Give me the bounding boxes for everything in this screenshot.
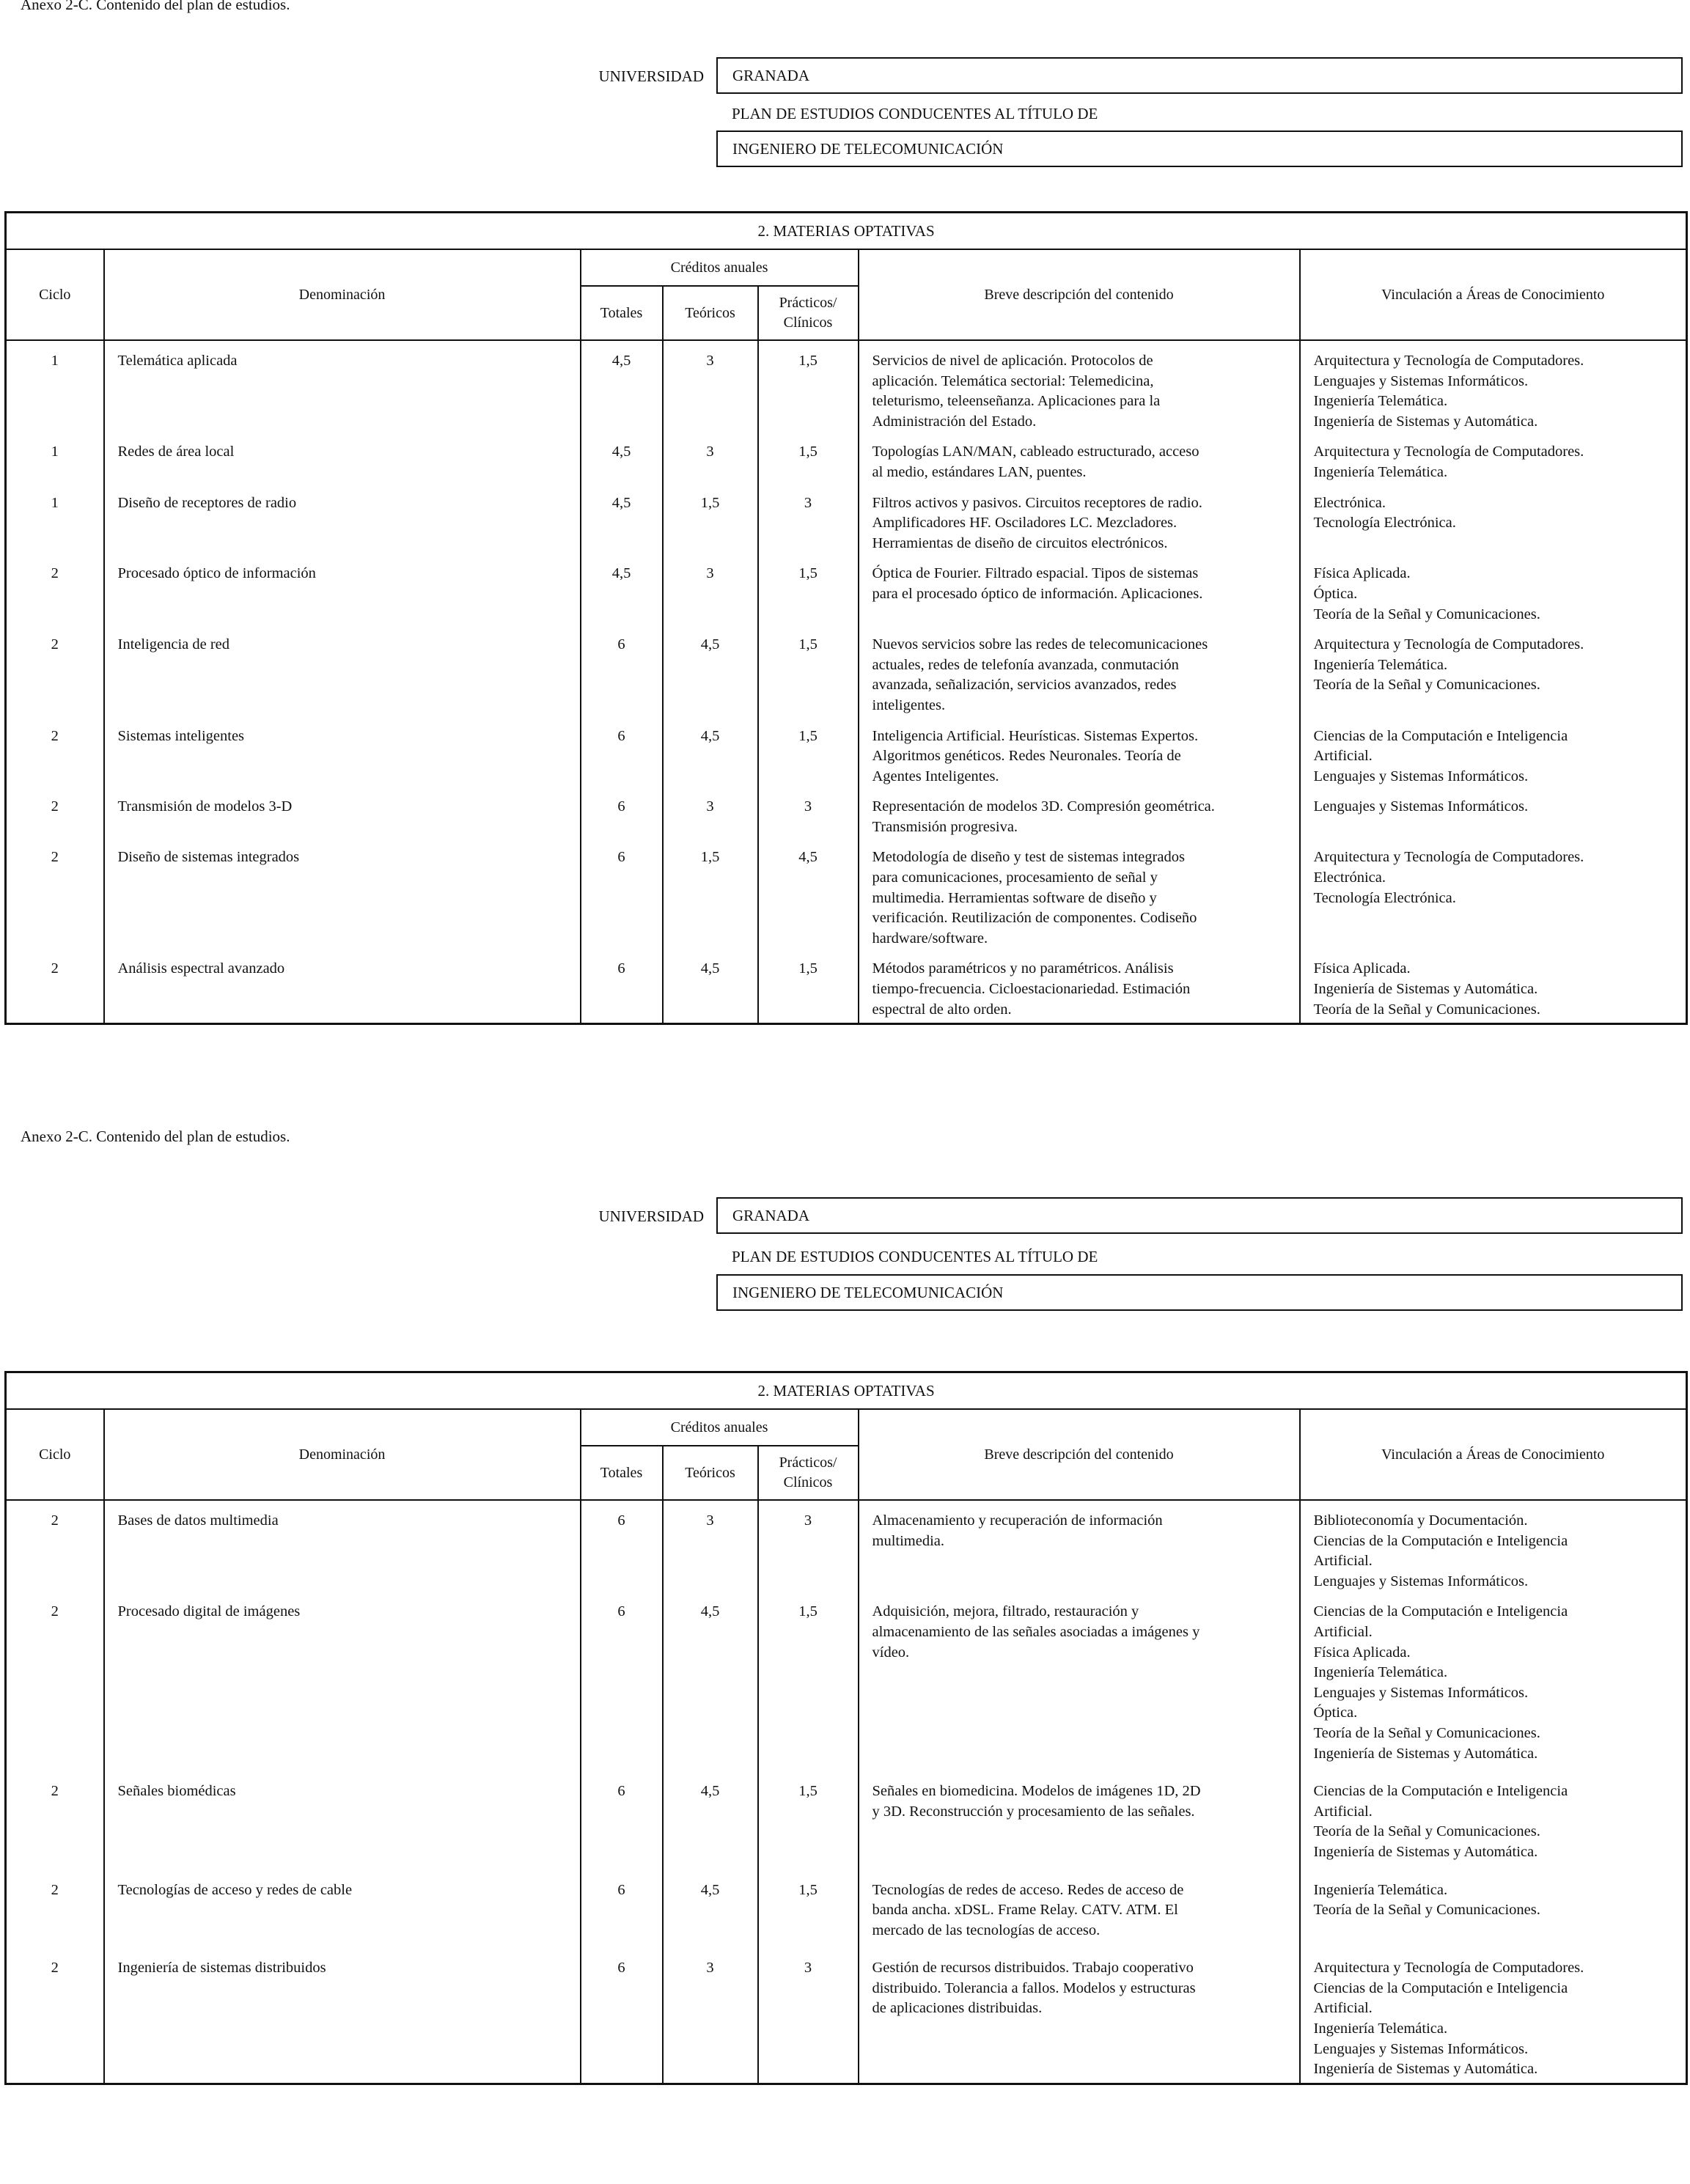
header-teoricos: Teóricos <box>663 1446 758 1500</box>
cell-denominacion: Bases de datos multimedia <box>104 1500 581 1592</box>
cell-totales: 4,5 <box>581 432 663 482</box>
annex-heading: Anexo 2-C. Contenido del plan de estudios. <box>21 0 290 13</box>
cell-teoricos: 4,5 <box>663 949 758 1023</box>
table-row <box>6 1592 1687 1771</box>
table-row <box>6 554 1687 625</box>
cell-practicos: 1,5 <box>758 554 859 625</box>
cell-practicos: 1,5 <box>758 1870 859 1949</box>
cell-vinculacion: Arquitectura y Tecnología de Computadores. Lenguajes y Sistemas Informáticos. Ingeniería Telemática. Ingeniería de Sistemas y Automática. <box>1300 340 1687 432</box>
cell-vinculacion: Arquitectura y Tecnología de Computadores. Electrónica. Tecnología Electrónica. <box>1300 837 1687 949</box>
cell-ciclo: 2 <box>6 1870 104 1949</box>
header-totales: Totales <box>581 286 663 340</box>
cell-totales: 6 <box>581 949 663 1023</box>
cell-teoricos: 3 <box>663 554 758 625</box>
optional-subjects-table <box>4 211 1688 1025</box>
cell-denominacion: Telemática aplicada <box>104 340 581 432</box>
plan-label: PLAN DE ESTUDIOS CONDUCENTES AL TÍTULO DE <box>732 1248 1098 1265</box>
header-practicos: Prácticos/ Clínicos <box>758 1446 859 1500</box>
cell-vinculacion: Electrónica. Tecnología Electrónica. <box>1300 483 1687 554</box>
cell-vinculacion: Arquitectura y Tecnología de Computadores. Ingeniería Telemática. <box>1300 432 1687 482</box>
optional-subjects-table <box>4 1371 1688 2085</box>
cell-descripcion: Óptica de Fourier. Filtrado espacial. Tipos de sistemas para el procesado óptico de información. Aplicaciones. <box>859 554 1300 625</box>
cell-descripcion: Métodos paramétricos y no paramétricos. Análisis tiempo-frecuencia. Cicloestacionariedad. Estimación espectral de alto orden. <box>859 949 1300 1023</box>
cell-teoricos: 3 <box>663 787 758 837</box>
table-row <box>6 716 1687 787</box>
table-row <box>6 1948 1687 2084</box>
cell-totales: 6 <box>581 1771 663 1869</box>
cell-vinculacion: Ciencias de la Computación e Inteligencia Artificial. Lenguajes y Sistemas Informáticos. <box>1300 716 1687 787</box>
table-row <box>6 340 1687 432</box>
table-title: 2. MATERIAS OPTATIVAS <box>6 1372 1687 1410</box>
cell-practicos: 1,5 <box>758 432 859 482</box>
university-label: UNIVERSIDAD <box>598 67 704 85</box>
cell-teoricos: 1,5 <box>663 837 758 949</box>
degree-name: INGENIERO DE TELECOMUNICACIÓN <box>716 1274 1683 1311</box>
cell-descripcion: Nuevos servicios sobre las redes de telecomunicaciones actuales, redes de telefonía avanzada, conmutación avanzada, señalización, servicios avanzados, redes inteligentes. <box>859 625 1300 716</box>
cell-teoricos: 3 <box>663 1948 758 2084</box>
cell-denominacion: Diseño de receptores de radio <box>104 483 581 554</box>
header-teoricos: Teóricos <box>663 286 758 340</box>
cell-practicos: 1,5 <box>758 716 859 787</box>
cell-descripcion: Inteligencia Artificial. Heurísticas. Sistemas Expertos. Algoritmos genéticos. Redes Neuronales. Teoría de Agentes Inteligentes. <box>859 716 1300 787</box>
cell-practicos: 1,5 <box>758 1592 859 1771</box>
cell-ciclo: 2 <box>6 1771 104 1869</box>
cell-totales: 6 <box>581 1870 663 1949</box>
header-creditos: Créditos anuales <box>581 249 859 286</box>
table-row <box>6 432 1687 482</box>
cell-ciclo: 2 <box>6 554 104 625</box>
cell-ciclo: 2 <box>6 1500 104 1592</box>
cell-practicos: 3 <box>758 483 859 554</box>
cell-teoricos: 3 <box>663 432 758 482</box>
cell-ciclo: 1 <box>6 432 104 482</box>
header-descripcion: Breve descripción del contenido <box>859 1409 1300 1500</box>
cell-denominacion: Procesado digital de imágenes <box>104 1592 581 1771</box>
cell-practicos: 4,5 <box>758 837 859 949</box>
cell-descripcion: Almacenamiento y recuperación de información multimedia. <box>859 1500 1300 1592</box>
header-creditos: Créditos anuales <box>581 1409 859 1446</box>
cell-denominacion: Procesado óptico de información <box>104 554 581 625</box>
cell-denominacion: Inteligencia de red <box>104 625 581 716</box>
header-denominacion: Denominación <box>104 1409 581 1500</box>
header-practicos: Prácticos/ Clínicos <box>758 286 859 340</box>
cell-denominacion: Diseño de sistemas integrados <box>104 837 581 949</box>
cell-denominacion: Redes de área local <box>104 432 581 482</box>
cell-totales: 6 <box>581 837 663 949</box>
cell-totales: 4,5 <box>581 340 663 432</box>
cell-descripcion: Tecnologías de redes de acceso. Redes de acceso de banda ancha. xDSL. Frame Relay. CATV. ATM. El mercado de las tecnologías de acceso. <box>859 1870 1300 1949</box>
cell-ciclo: 2 <box>6 837 104 949</box>
table-row <box>6 625 1687 716</box>
cell-practicos: 3 <box>758 787 859 837</box>
cell-ciclo: 1 <box>6 483 104 554</box>
university-label: UNIVERSIDAD <box>598 1207 704 1225</box>
table-row <box>6 483 1687 554</box>
cell-practicos: 1,5 <box>758 949 859 1023</box>
cell-ciclo: 2 <box>6 1592 104 1771</box>
cell-totales: 6 <box>581 787 663 837</box>
cell-practicos: 3 <box>758 1500 859 1592</box>
table-row <box>6 787 1687 837</box>
cell-descripcion: Gestión de recursos distribuidos. Trabajo cooperativo distribuido. Tolerancia a fallos. Modelos y estructuras de aplicaciones distribuidas. <box>859 1948 1300 2084</box>
cell-totales: 6 <box>581 716 663 787</box>
cell-ciclo: 1 <box>6 340 104 432</box>
cell-descripcion: Adquisición, mejora, filtrado, restauración y almacenamiento de las señales asociadas a imágenes y vídeo. <box>859 1592 1300 1771</box>
cell-teoricos: 4,5 <box>663 625 758 716</box>
cell-practicos: 1,5 <box>758 340 859 432</box>
cell-denominacion: Tecnologías de acceso y redes de cable <box>104 1870 581 1949</box>
cell-ciclo: 2 <box>6 1948 104 2084</box>
cell-denominacion: Ingeniería de sistemas distribuidos <box>104 1948 581 2084</box>
cell-teoricos: 4,5 <box>663 716 758 787</box>
cell-totales: 6 <box>581 625 663 716</box>
plan-label: PLAN DE ESTUDIOS CONDUCENTES AL TÍTULO DE <box>732 105 1098 122</box>
cell-descripcion: Servicios de nivel de aplicación. Protocolos de aplicación. Telemática sectorial: Telemedicina, teleturismo, teleenseñanza. Aplicaciones para la Administración del Estado. <box>859 340 1300 432</box>
header-denominacion: Denominación <box>104 249 581 340</box>
cell-teoricos: 1,5 <box>663 483 758 554</box>
cell-teoricos: 4,5 <box>663 1592 758 1771</box>
cell-vinculacion: Biblioteconomía y Documentación. Ciencias de la Computación e Inteligencia Artificial. Lenguajes y Sistemas Informáticos. <box>1300 1500 1687 1592</box>
degree-name: INGENIERO DE TELECOMUNICACIÓN <box>716 130 1683 167</box>
table-row <box>6 1870 1687 1949</box>
cell-practicos: 1,5 <box>758 1771 859 1869</box>
cell-descripcion: Filtros activos y pasivos. Circuitos receptores de radio. Amplificadores HF. Osciladores LC. Mezcladores. Herramientas de diseño de circuitos electrónicos. <box>859 483 1300 554</box>
cell-totales: 6 <box>581 1948 663 2084</box>
cell-vinculacion: Física Aplicada. Óptica. Teoría de la Señal y Comunicaciones. <box>1300 554 1687 625</box>
header-vinculacion: Vinculación a Áreas de Conocimiento <box>1300 1409 1687 1500</box>
cell-denominacion: Señales biomédicas <box>104 1771 581 1869</box>
university-name: GRANADA <box>716 1197 1683 1234</box>
cell-practicos: 1,5 <box>758 625 859 716</box>
header-descripcion: Breve descripción del contenido <box>859 249 1300 340</box>
cell-vinculacion: Ciencias de la Computación e Inteligencia Artificial. Física Aplicada. Ingeniería Telemática. Lenguajes y Sistemas Informáticos. Óptica. Teoría de la Señal y Comunicaciones. Ingeniería de Sistemas y Automática. <box>1300 1592 1687 1771</box>
cell-ciclo: 2 <box>6 716 104 787</box>
table-title: 2. MATERIAS OPTATIVAS <box>6 213 1687 250</box>
cell-vinculacion: Lenguajes y Sistemas Informáticos. <box>1300 787 1687 837</box>
table-row <box>6 1771 1687 1869</box>
table-row <box>6 837 1687 949</box>
header-vinculacion: Vinculación a Áreas de Conocimiento <box>1300 249 1687 340</box>
cell-teoricos: 4,5 <box>663 1771 758 1869</box>
cell-teoricos: 4,5 <box>663 1870 758 1949</box>
annex-heading: Anexo 2-C. Contenido del plan de estudios. <box>21 1128 290 1145</box>
cell-denominacion: Análisis espectral avanzado <box>104 949 581 1023</box>
cell-teoricos: 3 <box>663 340 758 432</box>
cell-totales: 6 <box>581 1500 663 1592</box>
cell-vinculacion: Ciencias de la Computación e Inteligencia Artificial. Teoría de la Señal y Comunicaciones. Ingeniería de Sistemas y Automática. <box>1300 1771 1687 1869</box>
cell-totales: 4,5 <box>581 483 663 554</box>
cell-ciclo: 2 <box>6 787 104 837</box>
header-ciclo: Ciclo <box>6 1409 104 1500</box>
table-row <box>6 1500 1687 1592</box>
cell-denominacion: Transmisión de modelos 3-D <box>104 787 581 837</box>
header-ciclo: Ciclo <box>6 249 104 340</box>
cell-practicos: 3 <box>758 1948 859 2084</box>
header-totales: Totales <box>581 1446 663 1500</box>
cell-vinculacion: Arquitectura y Tecnología de Computadores. Ciencias de la Computación e Inteligencia Artificial. Ingeniería Telemática. Lenguajes y Sistemas Informáticos. Ingeniería de Sistemas y Automática. <box>1300 1948 1687 2084</box>
cell-vinculacion: Ingeniería Telemática. Teoría de la Señal y Comunicaciones. <box>1300 1870 1687 1949</box>
cell-ciclo: 2 <box>6 949 104 1023</box>
cell-totales: 4,5 <box>581 554 663 625</box>
table-row <box>6 949 1687 1023</box>
cell-vinculacion: Arquitectura y Tecnología de Computadores. Ingeniería Telemática. Teoría de la Señal y Comunicaciones. <box>1300 625 1687 716</box>
cell-descripcion: Topologías LAN/MAN, cableado estructurado, acceso al medio, estándares LAN, puentes. <box>859 432 1300 482</box>
cell-ciclo: 2 <box>6 625 104 716</box>
cell-teoricos: 3 <box>663 1500 758 1592</box>
cell-totales: 6 <box>581 1592 663 1771</box>
cell-denominacion: Sistemas inteligentes <box>104 716 581 787</box>
university-name: GRANADA <box>716 57 1683 94</box>
cell-descripcion: Representación de modelos 3D. Compresión geométrica. Transmisión progresiva. <box>859 787 1300 837</box>
cell-descripcion: Metodología de diseño y test de sistemas integrados para comunicaciones, procesamiento de señal y multimedia. Herramientas software de diseño y verificación. Reutilización de componentes. Codiseño hardware/software. <box>859 837 1300 949</box>
cell-vinculacion: Física Aplicada. Ingeniería de Sistemas y Automática. Teoría de la Señal y Comunicaciones. <box>1300 949 1687 1023</box>
cell-descripcion: Señales en biomedicina. Modelos de imágenes 1D, 2D y 3D. Reconstrucción y procesamiento de las señales. <box>859 1771 1300 1869</box>
